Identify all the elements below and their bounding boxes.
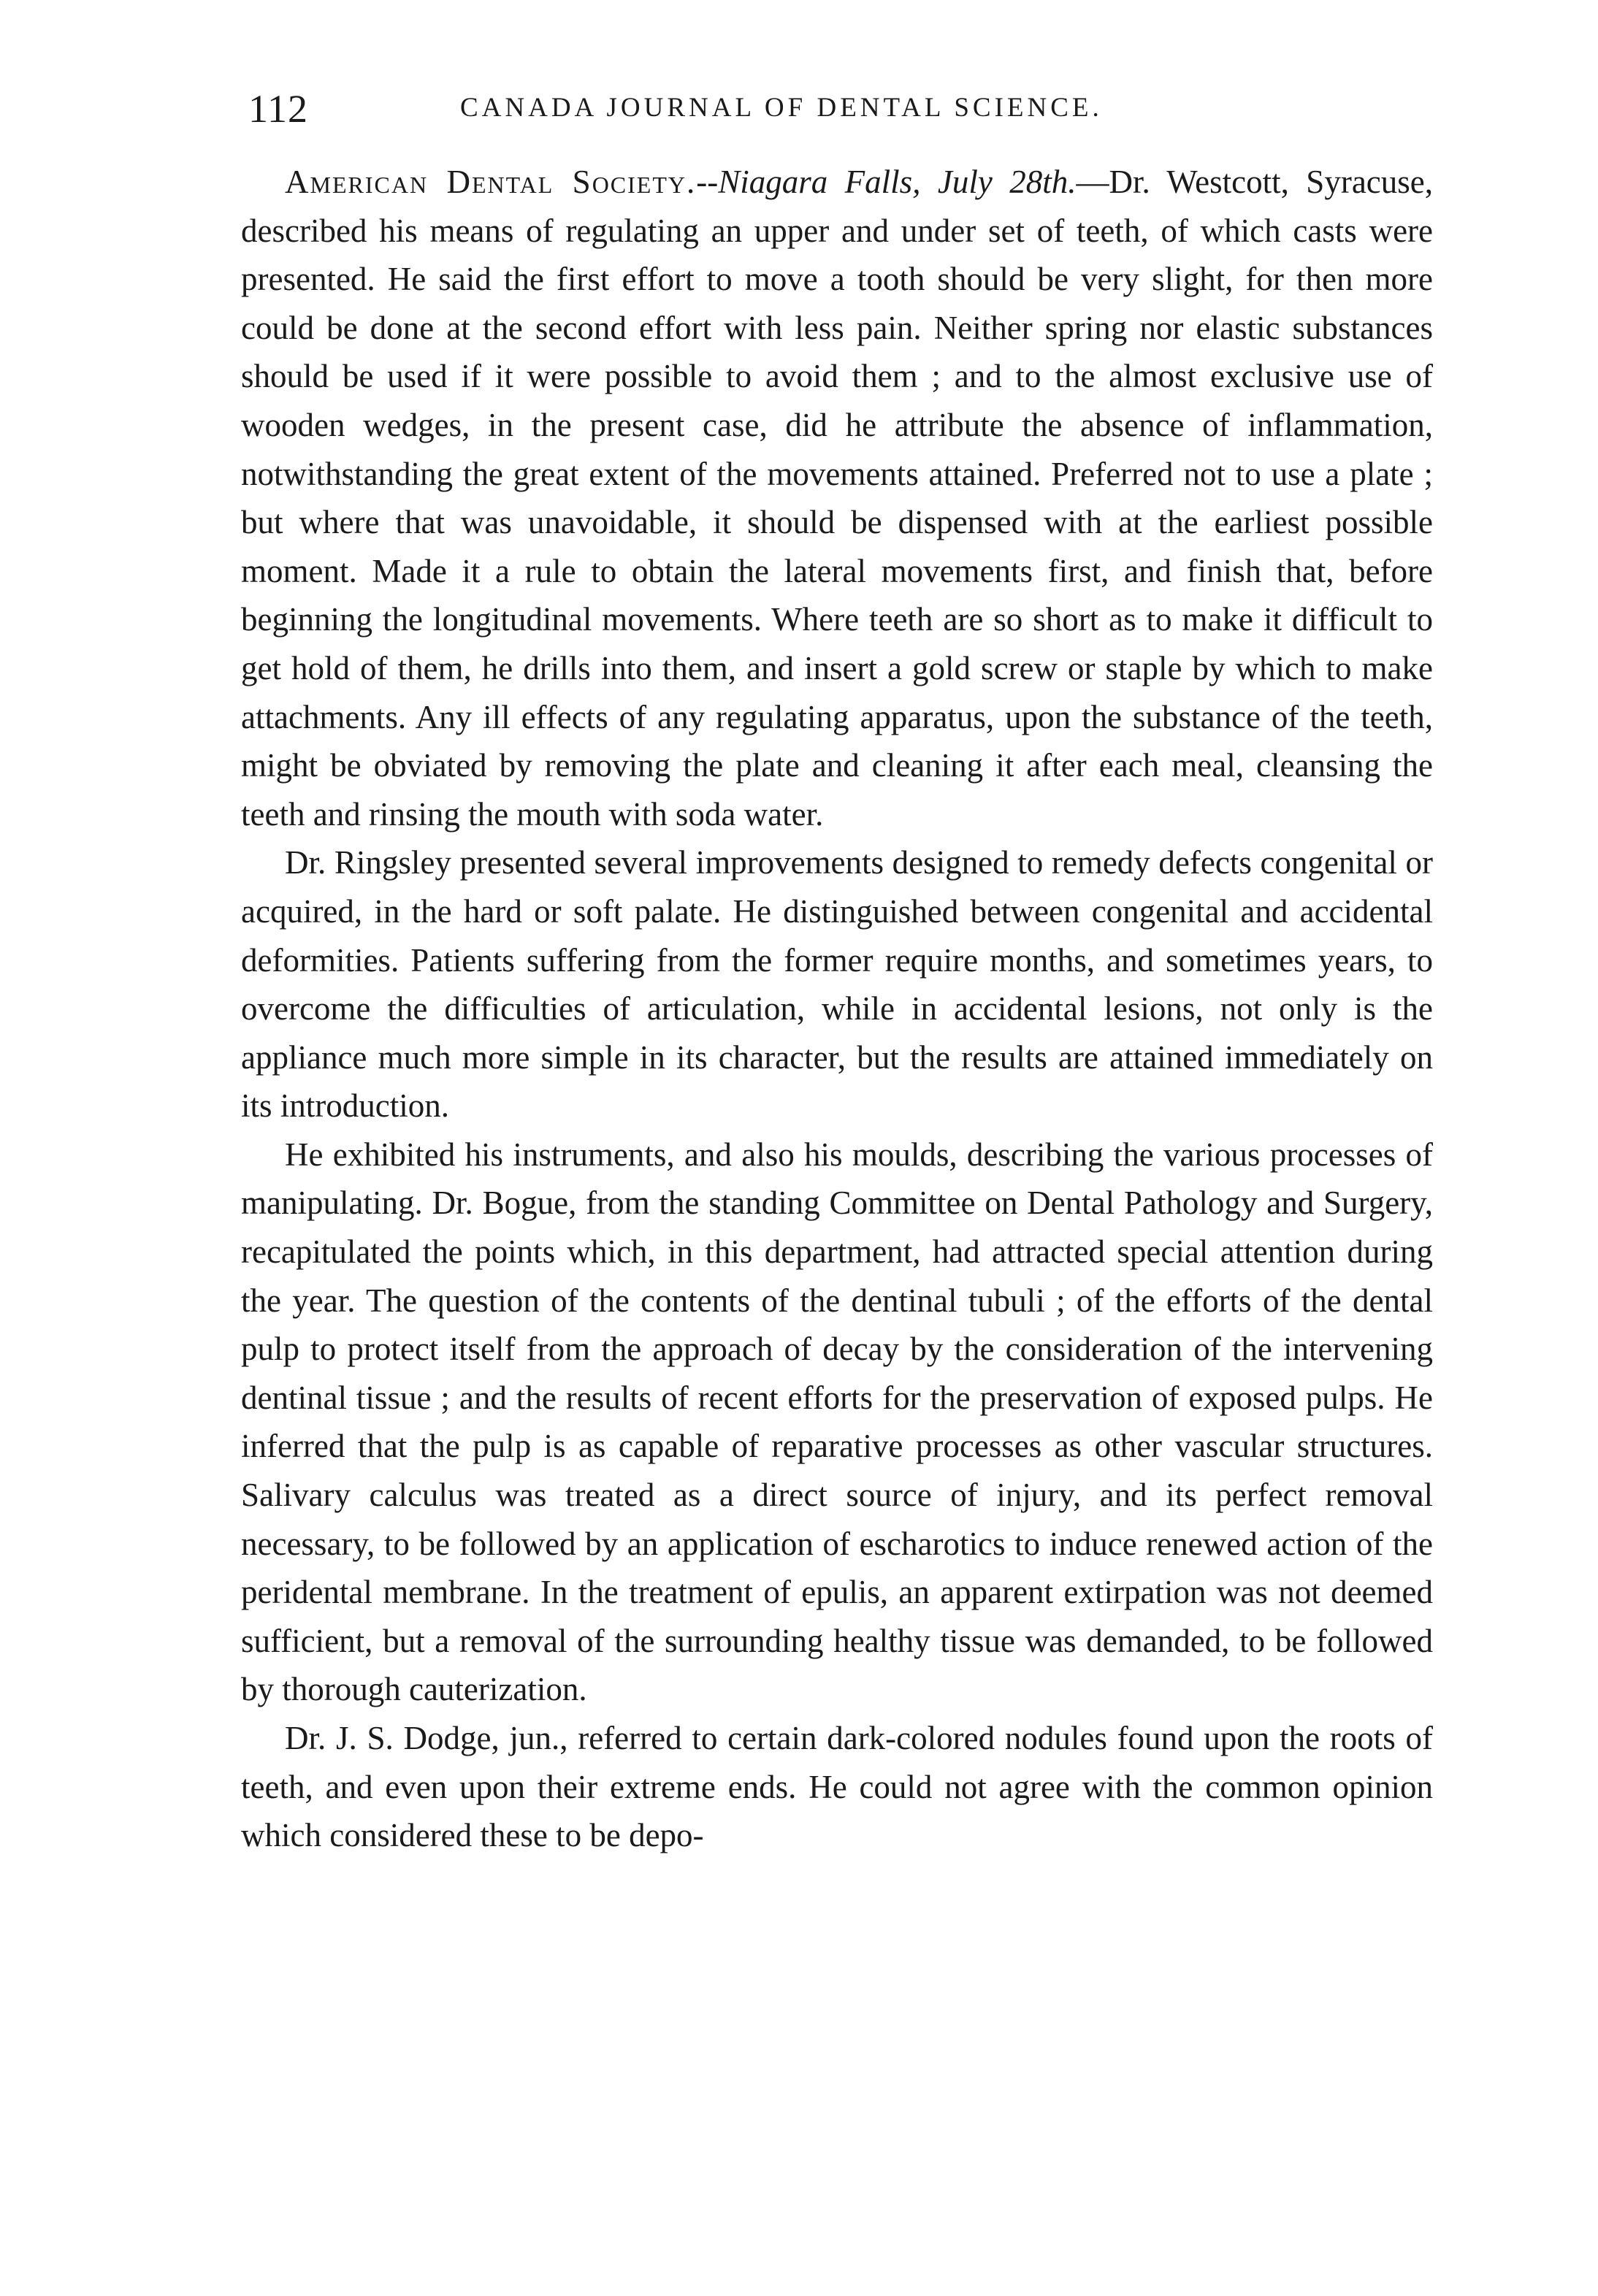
paragraph-text: —Dr. Westcott, Syracuse, described his means of regulating an upper and under set of teeth, of which casts were presented. He said the first effort to move a tooth should be very slight, for then more could be done at the second effort with less pain. Neither spring nor elastic substances should be used if it were possible to avoid them ; and to the almost exclusive use of wooden wedges, in the present case, did he attribute the absence of inflammation, notwithstanding the great extent of the movements attained. Preferred not to use a plate ; but where that was unavoidable, it should be dispensed with at the earliest possible moment. Made it a rule to obtain the lateral movements first, and finish that, before beginning the longitudinal movements. Where teeth are so short as to make it difficult to get hold of them, he drills into them, and insert a gold screw or staple by which to make attachments. Any ill effects of any regulating apparatus, upon the substance of the teeth, might be obviated by removing the plate and cleaning it after each meal, cleansing the teeth and rinsing the mouth with soda water. xyxy=(241,164,1433,833)
paragraph-bogue: He exhibited his instruments, and also his moulds, describing the various processes of manipulating. Dr. Bogue, from the standing Committee on Dental Pathology and Surgery, recapitulated the points which, in this department, had attracted special attention during the year. The question of the contents of the dentinal tubuli ; of the efforts of the dental pulp to protect itself from the approach of decay by the consideration of the intervening dentinal tissue ; and the results of recent efforts for the preservation of exposed pulps. He inferred that the pulp is as capable of reparative processes as other vascular structures. Salivary calculus was treated as a direct source of injury, and its perfect removal necessary, to be followed by an application of escharotics to induce renewed action of the peridental membrane. In the treatment of epulis, an apparent extirpation was not deemed sufficient, but a removal of the surrounding healthy tissue was demanded, to be followed by thorough cauterization. xyxy=(241,1136,1433,1708)
dateline-separator: -- xyxy=(696,164,719,200)
page-number: 112 xyxy=(248,87,308,131)
dateline: Niagara Falls, July 28th. xyxy=(718,164,1077,200)
page xyxy=(241,86,1433,2255)
paragraph-ringsley: Dr. Ringsley presented several improvements designed to remedy defects congenital or acquired, in the hard or soft palate. He distinguished between congenital and accidental deformities. Patients suffering from the former require months, and sometimes years, to overcome the difficulties of articulation, while in accidental lesions, not only is the appliance much more simple in its character, but the results are attained immediately on its introduction. xyxy=(241,844,1433,1125)
running-head xyxy=(241,86,1433,145)
paragraph-dodge: Dr. J. S. Dodge, jun., referred to certain dark-colored nodules found upon the roots of teeth, and even upon their extreme ends. He could not agree with the common opinion which considered these to be depo- xyxy=(241,1720,1433,1854)
journal-title: CANADA JOURNAL OF DENTAL SCIENCE. xyxy=(460,93,1103,123)
society-name: American Dental Society. xyxy=(285,164,697,200)
paragraph-westcott xyxy=(241,158,1433,838)
article-body xyxy=(241,158,1433,1860)
